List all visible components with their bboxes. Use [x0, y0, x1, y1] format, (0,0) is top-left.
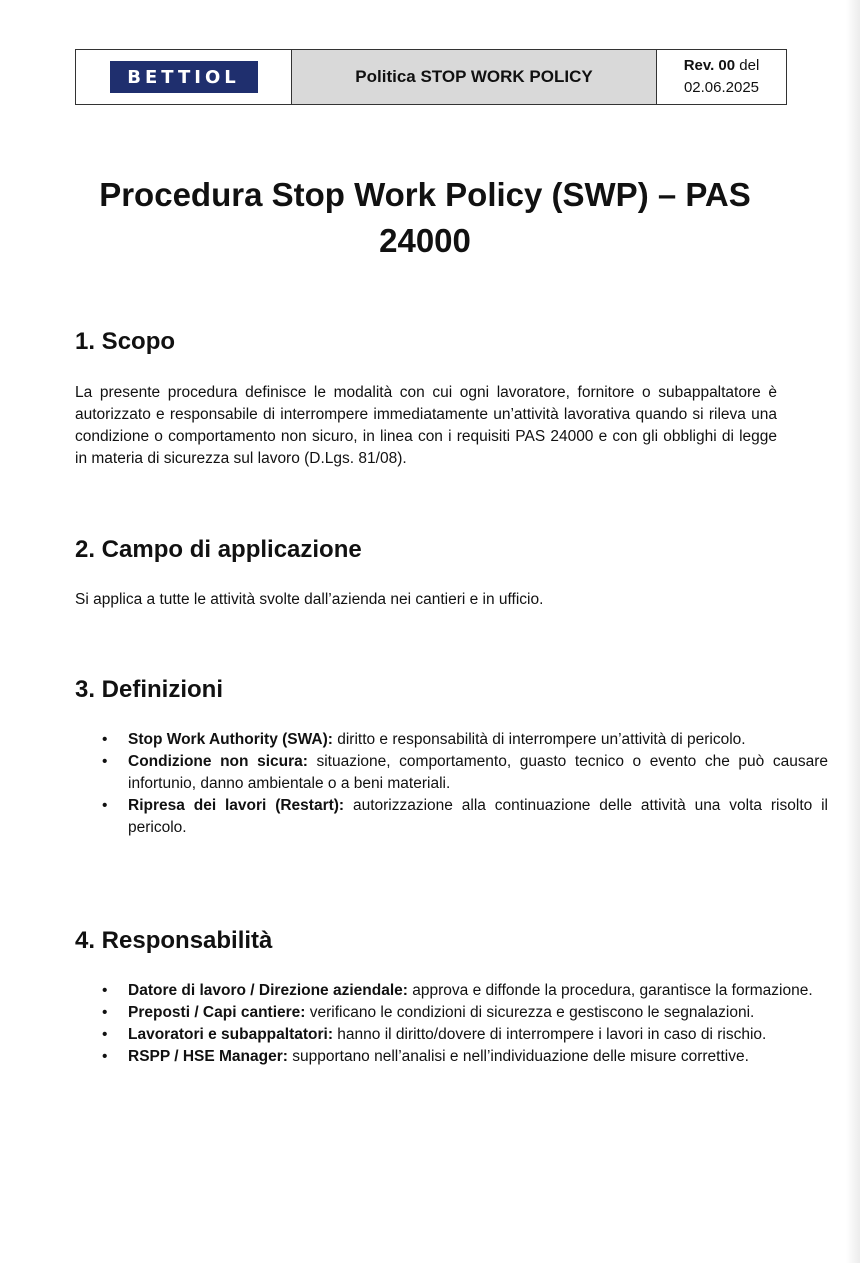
- section-heading-definizioni: 3. Definizioni: [75, 676, 224, 703]
- list-item-term: Preposti / Capi cantiere:: [128, 1004, 306, 1021]
- list-item-desc: supportano nell’analisi e nell’individuazione delle misure correttive.: [287, 1048, 749, 1065]
- list-item-term: Stop Work Authority (SWA):: [128, 731, 333, 748]
- list-item: [128, 1002, 828, 1024]
- list-item-term: Condizione non sicura:: [128, 753, 308, 770]
- list-item-term: Datore di lavoro / Direzione aziendale:: [128, 982, 408, 999]
- page-edge-shadow: [846, 0, 860, 1263]
- list-item-term: RSPP / HSE Manager:: [128, 1048, 288, 1065]
- company-logo: [110, 61, 258, 93]
- list-item-desc: diritto e responsabilità di interrompere un’attività di pericolo.: [332, 731, 746, 748]
- section-heading-scopo: 1. Scopo: [75, 328, 176, 355]
- list-item-desc: situazione, comportamento, guasto tecnico o evento che può causare infortunio, danno ambientale o a beni materiali.: [128, 753, 828, 792]
- list-item: [128, 729, 828, 751]
- list-item: [128, 751, 828, 795]
- revision-del: del: [735, 57, 760, 74]
- section-text-scopo: La presente procedura definisce le modalità con cui ogni lavoratore, fornitore o subappaltatore è autorizzato e responsabile di interrompere immediatamente un’attività lavorativa quando si rileva una condizione o comportamento non sicuro, in linea con i requisiti PAS 24000 e con gli obblighi di legge in materia di sicurezza sul lavoro (D.Lgs. 81/08).: [75, 384, 777, 467]
- definizioni-list: [75, 729, 828, 839]
- document-header-table: [75, 49, 787, 105]
- list-item: [128, 795, 828, 839]
- list-item-term: Lavoratori e subappaltatori:: [128, 1026, 333, 1043]
- list-item-term: Ripresa dei lavori (Restart):: [128, 797, 345, 814]
- section-heading-campo: 2. Campo di applicazione: [75, 536, 362, 563]
- document-title-line1: Procedura Stop Work Policy (SWP) – PAS: [99, 176, 751, 213]
- section-heading-responsabilita: 4. Responsabilità: [75, 927, 273, 954]
- revision-date: 02.06.2025: [683, 79, 760, 96]
- list-item: [128, 1046, 828, 1068]
- logo-cell: [76, 50, 292, 104]
- section-text-campo: Si applica a tutte le attività svolte dall’azienda nei cantieri e in ufficio.: [75, 591, 544, 608]
- list-item-desc: approva e diffonde la procedura, garantisce la formazione.: [407, 982, 813, 999]
- list-item: [128, 980, 828, 1002]
- revision-cell: [657, 50, 786, 104]
- document-title-line2: 24000: [379, 222, 471, 259]
- list-item-desc: verificano le condizioni di sicurezza e gestiscono le segnalazioni.: [305, 1004, 755, 1021]
- list-item: [128, 1024, 828, 1046]
- list-item-desc: hanno il diritto/dovere di interrompere i lavori in caso di rischio.: [332, 1026, 767, 1043]
- list-item-desc: autorizzazione alla continuazione delle attività una volta risolto il pericolo.: [128, 797, 828, 836]
- revision-label: Rev. 00: [683, 57, 736, 74]
- header-title: Politica STOP WORK POLICY: [292, 50, 657, 104]
- responsabilita-list: [75, 980, 828, 1068]
- document-title: [75, 172, 775, 264]
- revision-line: [684, 55, 760, 77]
- logo-text: BETTIOL: [127, 66, 240, 88]
